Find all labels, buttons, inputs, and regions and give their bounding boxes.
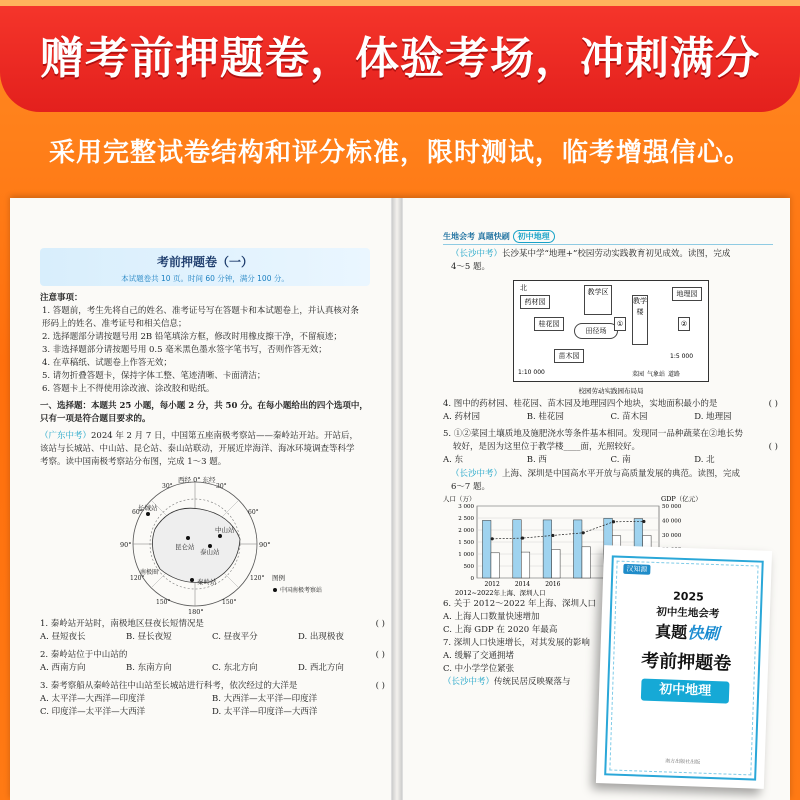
map-label-kunlun: 昆仑站 [175,543,195,551]
question-text: 较好，是因为这里位于教学楼____面，光照较好。 [453,442,641,452]
y-tick-label: 2 000 [458,528,474,534]
header-rule [443,244,773,245]
map-label-w90: 90° [120,541,132,549]
plot-one: ① [614,317,626,331]
chart-y2label: GDP（亿元） [661,495,702,503]
plot-jiaoxue-area: 教学区 [584,285,612,315]
bar [482,520,490,578]
option: C. 印度洋—太平洋—大西洋 [40,707,146,717]
bar [552,549,560,578]
question-text: 2. 秦岭站位于中山站的 [40,650,128,660]
question-text: 5. ①②菜园土壤质地及施肥浇水等条件基本相同。发现同一品种蔬菜在②地长势 [443,429,743,439]
book-main-title: 考前押题卷 [640,650,732,675]
option: C. 南 [610,455,631,465]
notice-list [42,305,382,396]
option: C. 昼夜平分 [212,632,258,642]
option: B. 昼长夜短 [126,632,172,642]
campus-map-caption: 校园劳动实践园布局局 [578,387,644,395]
y2-tick-label: 50 000 [662,504,682,510]
exam-header [40,248,370,286]
x-tick-label: 2014 [514,581,531,588]
question-text: 3. 秦考察船从秦岭站往中山站至长城站进行科考，依次经过的大洋是 [40,681,298,691]
legend-road: 道路 [668,371,681,378]
banner-title: 赠考前押题卷，体验考场，冲刺满分 [40,33,760,84]
brand-a: 真题 [654,621,688,643]
notice-item: 形码上的姓名、准考证号和相关信息； [42,319,187,329]
notice-item: 4. 在草稿纸、试题卷上作答无效； [42,358,172,368]
north-label: 北 [520,284,527,292]
question-row [443,441,778,454]
map-label-changcheng: 长城站 [138,504,158,512]
source-tag: （长沙中考） [451,249,503,259]
map-label-l60: 60° [132,509,143,516]
gdp-point [551,534,554,537]
y-tick-label: 3 000 [458,504,474,510]
header-series: 生地会考 真题快刷 [443,232,510,241]
plot-dili: 地理园 [672,287,702,301]
question-row [443,398,778,411]
gdp-point [582,531,585,534]
book-cover-frame [604,555,764,780]
chart-caption: 2012~2022年上海、深圳人口 [455,589,546,597]
legend-marker [273,588,277,592]
question-text: 1. 秦岭站开站时，南极地区昼夜长短情况是 [40,619,204,629]
gdp-point [612,520,615,523]
bar [543,520,551,578]
answer-paren: ( ) [375,619,385,629]
brand-b: 快刷 [686,623,720,644]
antarctic-map [100,474,360,614]
station-marker [218,534,222,538]
options-row [40,706,385,719]
option: B. 西 [526,455,547,465]
chart-ylabel: 人口（万） [443,495,476,503]
source-tag: （长沙中考） [451,469,503,479]
bar [521,552,529,578]
notice-item: 1. 答题前，考生先将自己的姓名、准考证号写在答题卡和本试题卷上，并认真核对条 [42,306,359,316]
bar [513,520,521,578]
page-gutter [392,198,402,800]
y-tick-label: 2 500 [458,516,474,522]
y-tick-label: 0 [470,576,474,582]
map-label-top: 西经 0° 东经 [178,476,216,484]
header-subject-tag: 初中地理 [513,230,555,243]
map-legend [632,369,680,378]
map-legend-item: 中国南极考察站 [280,587,323,594]
map-label-r60: 60° [248,509,259,516]
map-label-l120: 120° [130,575,145,582]
option: A. 药材园 [443,412,481,422]
station-marker [146,512,150,516]
map-label-qinling: 秦岭站 [197,578,217,586]
notice-item: 3. 非选择题部分请按题号用 0.5 毫米黑色墨水签字笔书写，否则作答无效； [42,345,327,355]
question-text: 6. 关于 2012～2022 年上海、深圳人口 [443,599,596,609]
option: A. 东 [443,455,464,465]
option: C. 苗木园 [610,412,648,422]
x-tick-label: 2012 [484,581,500,588]
question-block [443,398,778,467]
answer-paren: ( ) [768,399,778,409]
intro-line: 4～5 题。 [451,262,491,272]
book-publisher: 南方出版社出版 [665,758,701,766]
options-row [40,693,385,706]
map-legend-title: 图例 [272,574,285,582]
notice-title: 注意事项： [40,293,83,303]
options-row [40,631,385,644]
gdp-point [521,536,524,539]
book-year: 2025 [672,589,704,604]
source-tag: （长沙中考） [443,677,495,687]
question-row [40,618,385,631]
scale-right: 1:5 000 [670,353,694,360]
map-label-r150: 150° [222,599,237,606]
left-page [10,198,392,800]
map-label-r120: 120° [250,575,265,582]
options-row [443,411,778,424]
map-label-taishan: 泰山站 [200,548,220,556]
campus-map [513,280,709,382]
question-block [40,618,385,719]
bar [491,553,499,578]
option: D. 地理园 [694,412,732,422]
option: A. 上海人口数量快速增加 [443,612,540,622]
station-marker [190,578,194,582]
y-tick-label: 1 000 [458,552,474,558]
intro-line: 考察。读中国南极考察站分布图，完成 1～3 题。 [40,457,227,467]
option: C. 中小学学位紧张 [443,664,515,674]
intro-paragraph [451,248,781,274]
option: D. 出现极夜 [298,632,344,642]
exam-info: 本试题卷共 10 页。时间 60 分钟，满分 100 分。 [121,274,289,283]
top-banner [0,0,800,112]
y-tick-label: 1 500 [458,540,474,546]
option: D. 西北方向 [298,663,344,673]
answer-paren: ( ) [375,650,385,660]
intro-line: 上海、深圳是中国高水平开放与高质量发展的典范。读图，完成 [502,469,741,479]
options-row [40,662,385,675]
question-text: 7. 深圳人口快速增长，对其发展的影响 [443,638,590,648]
running-header [443,230,555,243]
plot-yaocai: 药材园 [520,295,550,309]
intro-paragraph [40,430,385,469]
option: B. 东南方向 [126,663,172,673]
subtitle: 采用完整试卷结构和评分标准，限时测试，临考增强信心。 [48,138,751,168]
plot-miaomu: 苗木园 [554,349,584,363]
map-label-l150: 150° [156,599,171,606]
option: B. 桂花园 [526,412,564,422]
option: A. 缓解了交通拥堵 [443,651,515,661]
book-cover [596,545,772,789]
x-tick-label: 2016 [545,581,561,588]
intro-line: 2024 年 2 月 7 日，中国第五座南极考察站——秦岭站开站。开站后， [91,431,358,441]
plot-two: ② [678,317,690,331]
notice-item: 6. 答题卡上不得使用涂改液、涂改胶和贴纸。 [42,384,215,394]
gdp-point [642,520,645,523]
section-heading-line: 一、选择题：本题共 25 小题，每小题 2 分，共 50 分。在每小题给出的四个选项中， [40,401,368,411]
exam-title: 考前押题卷（一） [156,255,253,269]
y2-tick-label: 30 000 [662,532,682,539]
plot-tianjing: 田径场 [574,323,618,339]
map-label-zhongshan: 中山站 [215,526,235,534]
option: D. 北 [694,455,715,465]
section-heading [40,400,385,426]
section-heading-line: 只有一项是符合题目要求的。 [40,414,151,424]
map-label-180: 180° [188,608,204,614]
bar [582,547,590,578]
plot-guihua: 桂花园 [534,317,564,331]
y2-tick-label: 40 000 [662,518,682,525]
option: B. 大西洋—太平洋—印度洋 [212,694,318,704]
source-tag: （广东中考） [40,431,92,441]
map-label-r30: 30° [216,483,227,490]
notice-item: 2. 选择题部分请按题号用 2B 铅笔填涂方框，修改时用橡皮擦干净，不留痕迹； [42,332,342,342]
intro-line: 该站与长城站、中山站、昆仑站、泰山站联动，开展近岸海洋、海冰环境调查等科学 [40,444,355,454]
intro-line: 长沙某中学“地理+”校园劳动实践教育初见成效。读图，完成 [502,249,731,259]
map-label-e90: 90° [259,541,271,549]
y-tick-label: 500 [463,564,474,570]
map-label-l30: 30° [162,483,173,490]
question-row [40,649,385,662]
bar [573,520,581,578]
scale-left: 1:10 000 [518,369,545,376]
north-arrow [520,283,527,293]
publisher-logo: 汉知源 [623,564,650,575]
option: A. 太平洋—大西洋—印度洋 [40,694,146,704]
plot-jiaoxuelou: 教学楼 [632,295,648,345]
question-text: 4. 图中的药材园、桂花园、苗木园及地理园四个地块，实地面积最小的是 [443,399,718,409]
answer-paren: ( ) [768,442,778,452]
legend-veg: 菜园 [632,371,645,378]
option: A. 西南方向 [40,663,86,673]
intro-paragraph-2 [451,468,781,494]
option: C. 东北方向 [212,663,258,673]
book-subject-badge: 初中地理 [641,679,730,704]
option: C. 上海 GDP 在 2020 年最高 [443,625,558,635]
antarctica-shape [152,508,240,583]
question-row [40,680,385,693]
station-marker [186,536,190,540]
option: D. 太平洋—印度洋—大西洋 [212,707,318,717]
intro-line: 传统民居反映聚落与 [494,677,571,687]
legend-weather: 气象站 [647,371,666,378]
options-row [443,454,778,467]
notice-item: 5. 请勿折叠答题卡，保持字体工整、笔迹清晰、卡面清洁； [42,371,266,381]
intro-line: 6～7 题。 [451,482,491,492]
map-label-nanji: 南极圈 [140,569,159,576]
answer-paren: ( ) [375,681,385,691]
gdp-point [491,537,494,540]
option: A. 昼短夜长 [40,632,86,642]
book-series: 初中生地会考 [656,606,720,621]
